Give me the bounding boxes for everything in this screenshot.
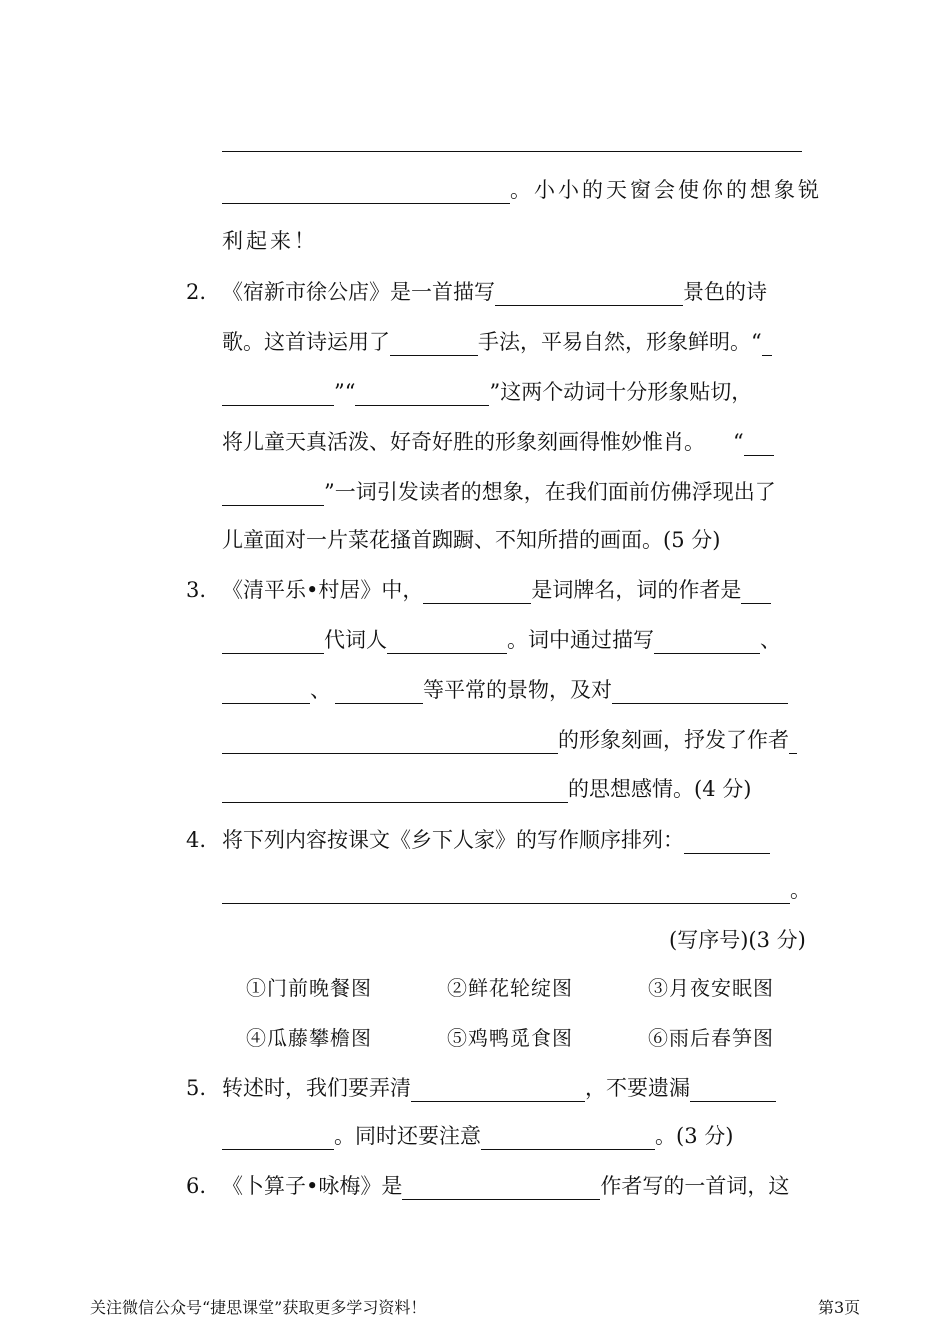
question-2-line-2 xyxy=(222,328,772,356)
question-text: 。(3 分) xyxy=(655,1124,734,1148)
answer-blank[interactable] xyxy=(741,579,771,604)
question-4-line-1 xyxy=(222,826,770,854)
question-text: 是词牌名，词的作者是 xyxy=(531,578,742,602)
question-text: 《清平乐•村居》中， xyxy=(222,578,424,602)
answer-blank[interactable] xyxy=(789,729,797,754)
question-text: 、 xyxy=(760,628,781,652)
question-3-line-1 xyxy=(222,576,771,604)
question-text: 等平常的景物，及对 xyxy=(423,678,612,702)
question-text: 利起来！ xyxy=(222,229,318,253)
question-text: 。同时还要注意 xyxy=(334,1124,481,1148)
answer-blank[interactable] xyxy=(222,1125,334,1150)
answer-blank[interactable] xyxy=(423,579,531,604)
question-text: 的形象刻画，抒发了作者 xyxy=(558,728,789,752)
question-4-hint: (写序号)(3 分) xyxy=(669,928,806,952)
answer-blank[interactable] xyxy=(222,629,324,654)
question-3-line-2 xyxy=(222,626,781,654)
answer-blank[interactable] xyxy=(222,679,310,704)
question-3-line-3 xyxy=(222,676,788,704)
question-text: 转述时，我们要弄清 xyxy=(222,1076,411,1100)
question-number: 6. xyxy=(185,1174,206,1198)
answer-line[interactable] xyxy=(222,151,802,152)
question-number: 5. xyxy=(185,1076,206,1100)
page-number: 第3页 xyxy=(818,1298,861,1317)
question-3-line-5 xyxy=(222,775,751,803)
question-text: 将儿童天真活泼、好奇好胜的形象刻画得惟妙惟肖。 xyxy=(222,430,705,454)
question-number: 3. xyxy=(185,578,206,602)
question-text: 的思想感情。(4 分) xyxy=(568,777,752,801)
question-2-line-1 xyxy=(222,278,767,306)
answer-blank[interactable] xyxy=(222,381,334,406)
question-text: ”“ xyxy=(334,380,356,404)
question-text: ”这两个动词十分形象贴切， xyxy=(489,380,753,404)
question-1-line-2 xyxy=(222,176,822,204)
question-text: 。 xyxy=(790,878,811,902)
question-text: 儿童面对一片菜花搔首踟蹰、不知所措的画面。(5 分) xyxy=(222,528,721,552)
question-text: 手法，平易自然，形象鲜明。“ xyxy=(478,330,762,354)
question-5-line-2 xyxy=(222,1122,733,1150)
answer-blank[interactable] xyxy=(690,1077,776,1102)
option-item: ①门前晚餐图 xyxy=(246,976,372,1000)
question-text: 《宿新市徐公店》是一首描写 xyxy=(222,280,495,304)
answer-blank[interactable] xyxy=(222,481,324,506)
question-text: ，不要遗漏 xyxy=(585,1076,690,1100)
question-text: ”一词引发读者的想象，在我们面前仿佛浮现出了 xyxy=(324,480,776,504)
answer-blank[interactable] xyxy=(495,281,683,306)
question-2-line-3 xyxy=(222,378,752,406)
option-item: ④瓜藤攀檐图 xyxy=(246,1026,372,1050)
answer-blank[interactable] xyxy=(744,431,774,456)
footer-note: 关注微信公众号“捷思课堂”获取更多学习资料！ xyxy=(90,1298,427,1317)
answer-blank[interactable] xyxy=(762,331,772,356)
answer-blank[interactable] xyxy=(411,1077,585,1102)
option-item: ⑥雨后春笋图 xyxy=(648,1026,774,1050)
question-2-line-6 xyxy=(222,526,720,554)
question-text: 、 xyxy=(310,678,331,702)
answer-blank[interactable] xyxy=(481,1125,655,1150)
question-text: 将下列内容按课文《乡下人家》的写作顺序排列： xyxy=(222,828,684,852)
question-text: “ xyxy=(733,430,744,454)
answer-blank[interactable] xyxy=(222,778,568,803)
question-text: 歌。这首诗运用了 xyxy=(222,330,390,354)
question-number: 2. xyxy=(185,280,206,304)
question-text: 作者写的一首词，这 xyxy=(600,1174,790,1198)
answer-blank[interactable] xyxy=(335,679,423,704)
answer-blank[interactable] xyxy=(222,879,790,904)
answer-blank[interactable] xyxy=(684,829,770,854)
question-number: 4. xyxy=(185,828,206,852)
answer-blank[interactable] xyxy=(654,629,760,654)
answer-blank[interactable] xyxy=(390,331,478,356)
question-text: 景色的诗 xyxy=(683,280,767,304)
question-text: 。小小的天窗会使你的想象锐 xyxy=(510,178,822,202)
question-6-line-1 xyxy=(222,1172,789,1200)
question-2-line-4 xyxy=(222,428,774,456)
answer-blank[interactable] xyxy=(355,381,489,406)
question-4-line-2 xyxy=(222,876,811,904)
answer-blank[interactable] xyxy=(222,729,558,754)
answer-blank[interactable] xyxy=(612,679,788,704)
answer-blank[interactable] xyxy=(387,629,507,654)
question-5-line-1 xyxy=(222,1074,776,1102)
question-text: 。词中通过描写 xyxy=(507,628,654,652)
option-item: ③月夜安眠图 xyxy=(648,976,774,1000)
question-3-line-4 xyxy=(222,726,797,754)
answer-blank[interactable] xyxy=(222,179,510,204)
option-item: ②鲜花轮绽图 xyxy=(447,976,573,1000)
question-text: 《卜算子•咏梅》是 xyxy=(222,1174,403,1198)
question-text: 代词人 xyxy=(324,628,387,652)
answer-blank[interactable] xyxy=(402,1175,600,1200)
option-item: ⑤鸡鸭觅食图 xyxy=(447,1026,573,1050)
question-2-line-5 xyxy=(222,478,776,506)
question-1-line-3 xyxy=(222,227,318,255)
